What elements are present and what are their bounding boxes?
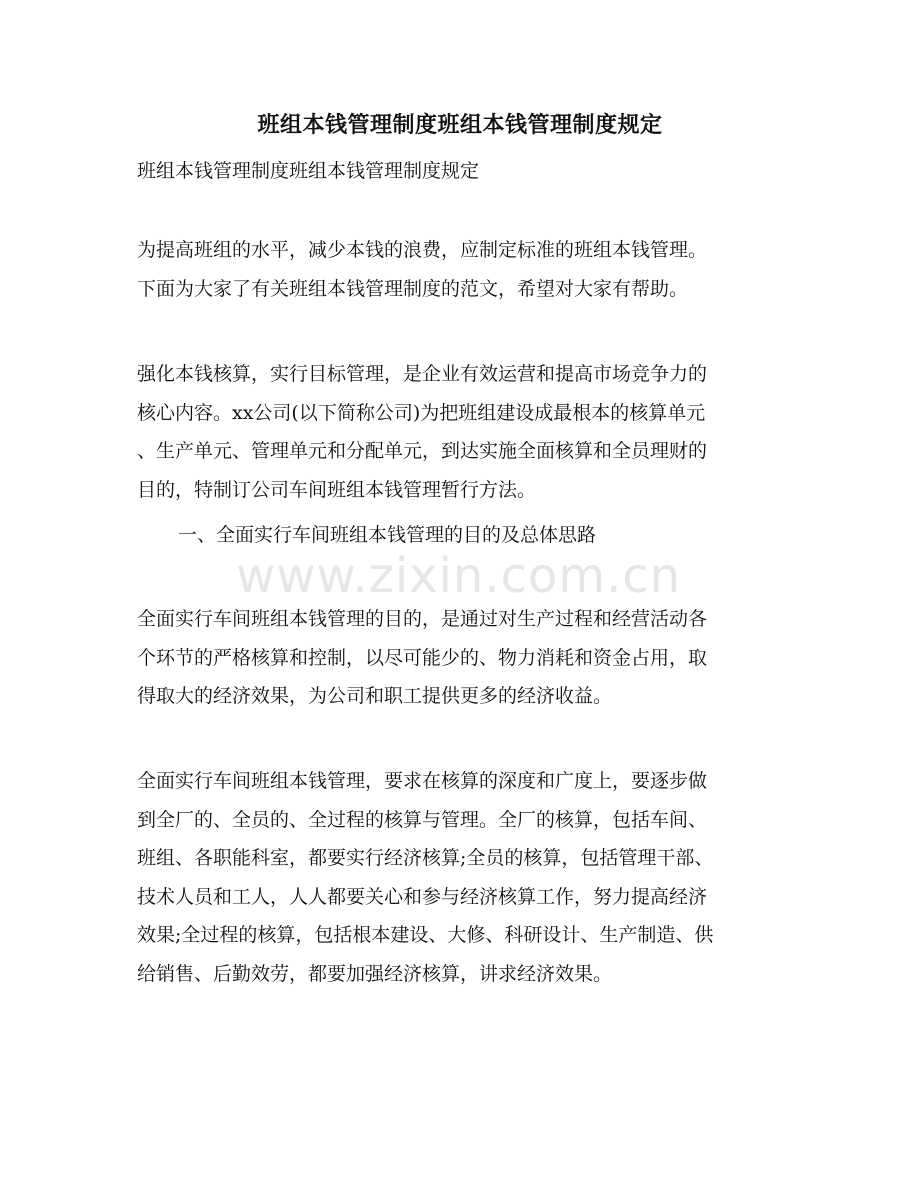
- watermark: www.zixin.com.cn: [236, 548, 682, 604]
- paragraph-intro: [137, 231, 787, 308]
- paragraph-line: 效果;全过程的核算，包括根本建设、大修、科研设计、生产制造、供: [137, 924, 714, 946]
- paragraph-line: 到全厂的、全员的、全过程的核算与管理。全厂的核算，包括车间、: [137, 808, 708, 831]
- paragraph-scope: [137, 762, 787, 993]
- paragraph-line: 核心内容。xx公司(以下简称公司)为把班组建设成最根本的核算单元: [137, 401, 706, 424]
- paragraph-line: 个环节的严格核算和控制，以尽可能少的、物力消耗和资金占用，取: [137, 646, 708, 669]
- paragraph-cost-accounting: [137, 355, 787, 509]
- paragraph-line: 得取大的经济效果，为公司和职工提供更多的经济收益。: [137, 685, 613, 707]
- paragraph-line: 强化本钱核算，实行目标管理，是企业有效运营和提高市场竞争力的: [137, 363, 708, 385]
- document-subtitle: 班组本钱管理制度班组本钱管理制度规定: [137, 160, 480, 182]
- paragraph-line: 班组、各职能科室，都要实行经济核算;全员的核算，包括管理干部、: [137, 847, 714, 869]
- paragraph-line: 为提高班组的水平，减少本钱的浪费，应制定标准的班组本钱管理。: [137, 239, 708, 261]
- paragraph-line: 下面为大家了有关班组本钱管理制度的范文，希望对大家有帮助。: [137, 277, 689, 300]
- paragraph-line: 给销售、后勤效劳，都要加强经济核算，讲求经济效果。: [137, 962, 613, 985]
- document-title: 班组本钱管理制度班组本钱管理制度规定: [257, 112, 663, 138]
- paragraph-line: 全面实行车间班组本钱管理的目的，是通过对生产过程和经营活动各: [137, 608, 708, 630]
- paragraph-line: 全面实行车间班组本钱管理，要求在核算的深度和广度上，要逐步做: [137, 770, 708, 792]
- paragraph-purpose: [137, 600, 787, 716]
- paragraph-line: 目的，特制订公司车间班组本钱管理暂行方法。: [137, 478, 537, 501]
- paragraph-line: 、生产单元、管理单元和分配单元，到达实施全面核算和全员理财的: [137, 440, 708, 462]
- section-heading: 一、全面实行车间班组本钱管理的目的及总体思路: [178, 524, 597, 546]
- paragraph-line: 技术人员和工人，人人都要关心和参与经济核算工作，努力提高经济: [137, 885, 708, 908]
